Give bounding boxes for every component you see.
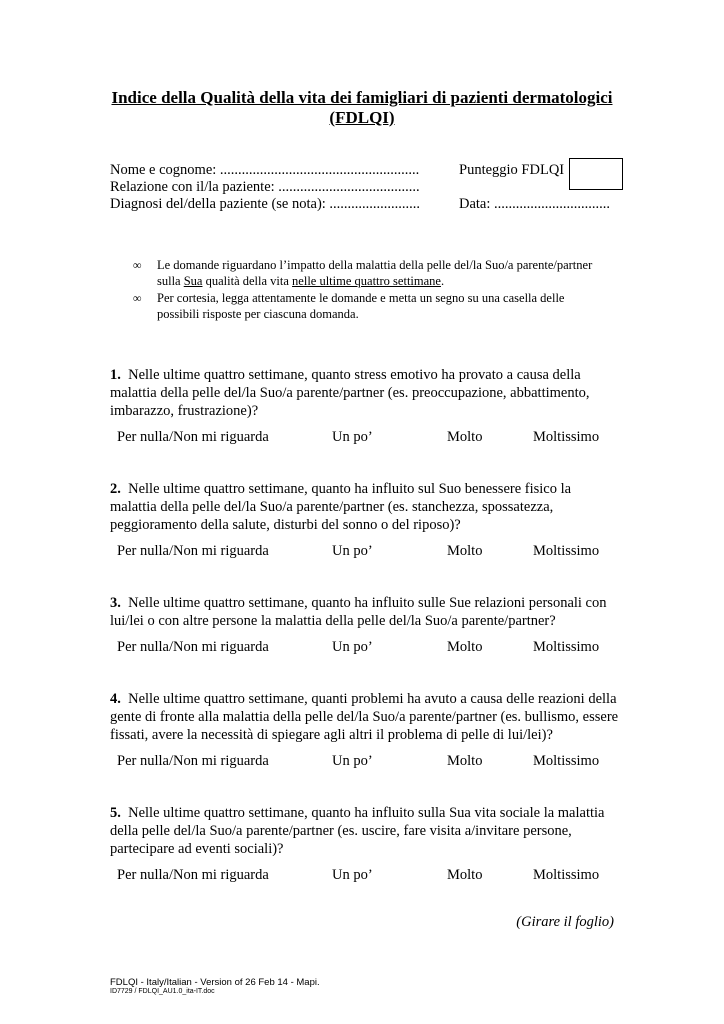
question-text: Nelle ultime quattro settimane, quanto ha influito sulle Sue relazioni personali con lui/lei o con altre persone la malattia della pelle del/la Suo/a parente/partner? xyxy=(110,595,607,629)
answer-very-much[interactable]: Moltissimo xyxy=(533,753,600,769)
instructions xyxy=(133,257,603,323)
answer-not-at-all[interactable]: Per nulla/Non mi riguarda xyxy=(117,429,269,445)
answer-a-lot[interactable]: Molto xyxy=(447,543,483,559)
answer-very-much[interactable]: Moltissimo xyxy=(533,639,600,655)
question-4 xyxy=(110,690,620,744)
question-1 xyxy=(110,366,620,420)
title-line-2: (FDLQI) xyxy=(329,108,395,127)
title-line-1: Indice della Qualità della vita dei famigliari di pazienti dermatologici xyxy=(111,88,613,107)
answer-a-little[interactable]: Un po’ xyxy=(332,639,373,655)
question-2 xyxy=(110,480,620,534)
question-number: 4. xyxy=(110,691,121,707)
question-number: 2. xyxy=(110,481,121,497)
question-3 xyxy=(110,594,620,630)
instruction-item: ∞ Per cortesia, legga attentamente le domande e metta un segno su una casella delle possibili risposte per ciascuna domanda. xyxy=(133,291,565,321)
diagnosis-field[interactable]: Diagnosi del/della paziente (se nota): ......................... xyxy=(110,196,421,212)
question-text: Nelle ultime quattro settimane, quanto stress emotivo ha provato a causa della malattia della pelle del/la Suo/a parente/partner (es. preoccupazione, abbattimento, imbarazzo, frustrazione)? xyxy=(110,367,590,419)
answer-not-at-all[interactable]: Per nulla/Non mi riguarda xyxy=(117,639,269,655)
question-text: Nelle ultime quattro settimane, quanto ha influito sulla Sua vita sociale la malattia della pelle del/la Suo/a parente/partner (es. uscire, fare visita a/invitare persone, partecipare ad eventi sociali)? xyxy=(110,805,605,857)
answer-very-much[interactable]: Moltissimo xyxy=(533,429,600,445)
answer-a-little[interactable]: Un po’ xyxy=(332,753,373,769)
footer-doc-id: ID7729 / FDLQI_AU1.0_ita-IT.doc xyxy=(110,988,215,995)
answer-a-lot[interactable]: Molto xyxy=(447,753,483,769)
page-title xyxy=(100,88,624,128)
question-text: Nelle ultime quattro settimane, quanti problemi ha avuto a causa delle reazioni della gente di fronte alla malattia della pelle del/la Suo/a parente/partner (es. bullismo, essere fissati, avere la necessità di spiegare agli altri il problema di pelle di lui/lei)? xyxy=(110,691,619,743)
date-field[interactable]: Data: ................................ xyxy=(459,196,611,212)
answer-very-much[interactable]: Moltissimo xyxy=(533,867,600,883)
answer-not-at-all[interactable]: Per nulla/Non mi riguarda xyxy=(117,867,269,883)
answer-a-little[interactable]: Un po’ xyxy=(332,543,373,559)
score-box[interactable] xyxy=(569,158,623,190)
answer-a-lot[interactable]: Molto xyxy=(447,639,483,655)
answer-a-little[interactable]: Un po’ xyxy=(332,429,373,445)
relation-field[interactable]: Relazione con il/la paziente: ....................................... xyxy=(110,179,420,195)
question-text: Nelle ultime quattro settimane, quanto ha influito sul Suo benessere fisico la malattia della pelle del/la Suo/a parente/partner (es. stanchezza, spossatezza, peggioramento della salute, disturbi del sonno o del riposo)? xyxy=(110,481,572,533)
infinity-bullet-icon: ∞ xyxy=(133,291,142,305)
answer-not-at-all[interactable]: Per nulla/Non mi riguarda xyxy=(117,753,269,769)
answer-a-lot[interactable]: Molto xyxy=(447,867,483,883)
infinity-bullet-icon: ∞ xyxy=(133,258,142,272)
answer-a-little[interactable]: Un po’ xyxy=(332,867,373,883)
answer-not-at-all[interactable]: Per nulla/Non mi riguarda xyxy=(117,543,269,559)
answer-very-much[interactable]: Moltissimo xyxy=(533,543,600,559)
answer-a-lot[interactable]: Molto xyxy=(447,429,483,445)
turn-page-note: (Girare il foglio) xyxy=(516,914,614,930)
instruction-item: ∞ Le domande riguardano l’impatto della malattia della pelle del/la Suo/a parente/partner sulla Sua qualità della vita nelle ultime quattro settimane. xyxy=(133,258,593,288)
question-number: 3. xyxy=(110,595,121,611)
name-field[interactable]: Nome e cognome: ....................................................... xyxy=(110,162,420,178)
footer-version: FDLQI - Italy/Italian - Version of 26 Feb 14 - Mapi. xyxy=(110,977,320,988)
question-5 xyxy=(110,804,620,858)
question-number: 5. xyxy=(110,805,121,821)
score-label: Punteggio FDLQI xyxy=(459,162,565,178)
question-number: 1. xyxy=(110,367,121,383)
